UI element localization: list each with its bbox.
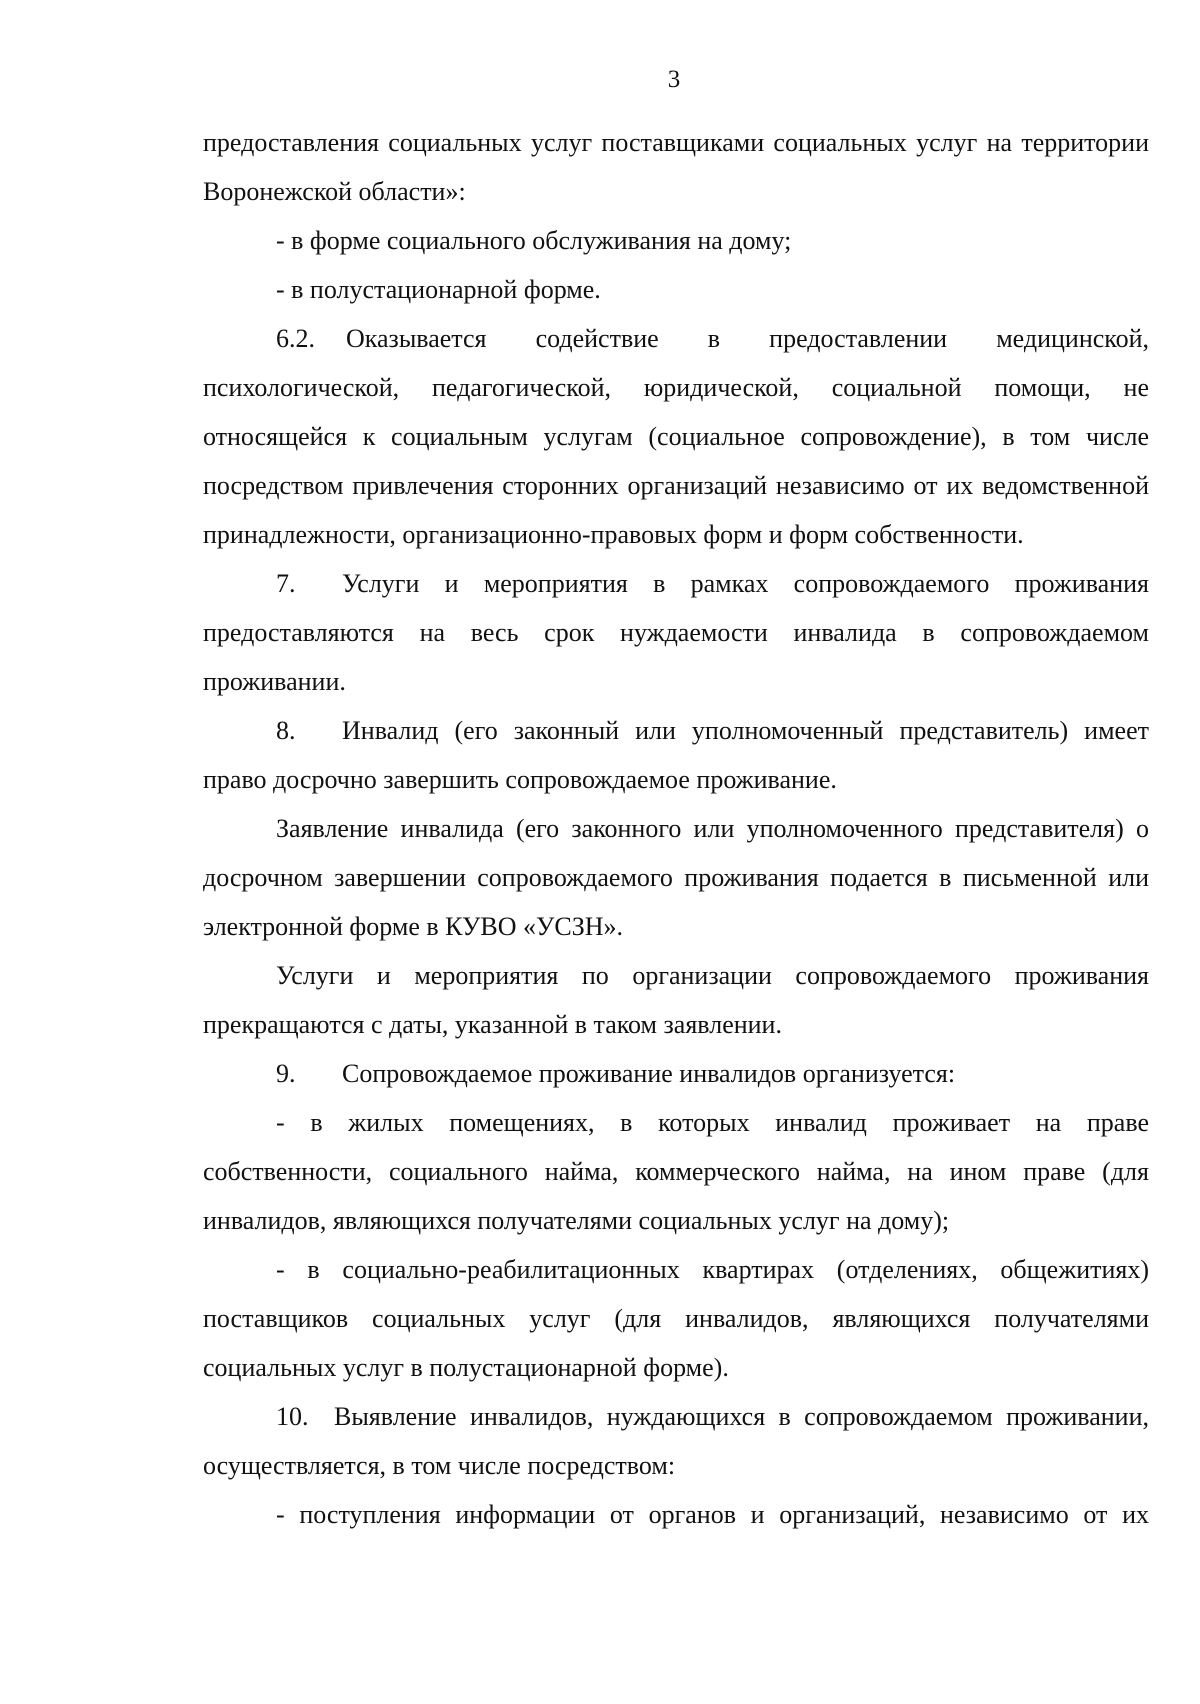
clause-7 <box>203 559 1149 706</box>
clause-number: 10. <box>276 1402 309 1431</box>
clause-text: Оказывается содействие в предоставлении медицинской, психологической, педагогической, юридической, социальной помощи, не относящейся к социальным услугам (социальное сопровождение), в том числе посредством привлечения сторонних организаций независимо от их ведомственной принадлежности, организационно-правовых форм и форм собственности. <box>203 324 1149 549</box>
clause-10 <box>203 1392 1149 1490</box>
list-item-semi-stationary: - в полустационарной форме. <box>276 275 601 304</box>
clause-text: Сопровождаемое проживание инвалидов организуется: <box>342 1059 956 1088</box>
list-item-rehabilitation-apartments: - в социально-реабилитационных квартирах (отделениях, общежитиях) поставщиков социальных услуг (для инвалидов, являющихся получателями социальных услуг в полустационарной форме). <box>203 1255 1149 1382</box>
paragraph-early-termination-application: Заявление инвалида (его законного или уполномоченного представителя) о досрочном завершении сопровождаемого проживания подается в письменной или электронной форме в КУВО «УСЗН». <box>203 814 1149 941</box>
clause-number: 8. <box>276 716 296 745</box>
clause-number: 9. <box>276 1059 296 1088</box>
clause-text: Услуги и мероприятия в рамках сопровождаемого проживания предоставляются на весь срок нуждаемости инвалида в сопровождаемом проживании. <box>203 569 1149 696</box>
clause-6-2 <box>203 314 1149 559</box>
document-body <box>203 118 1149 1539</box>
clause-8 <box>203 706 1149 804</box>
clause-text: Выявление инвалидов, нуждающихся в сопровождаемом проживании, осуществляется, в том числе посредством: <box>203 1402 1149 1480</box>
paragraph-services-termination: Услуги и мероприятия по организации сопровождаемого проживания прекращаются с даты, указанной в таком заявлении. <box>203 961 1149 1039</box>
clause-number: 7. <box>276 569 296 598</box>
list-item-residential-premises: - в жилых помещениях, в которых инвалид проживает на праве собственности, социального найма, коммерческого найма, на ином праве (для инвалидов, являющихся получателями социальных услуг на дому); <box>203 1108 1149 1235</box>
paragraph-intro-continuation: предоставления социальных услуг поставщиками социальных услуг на территории Воронежской области»: <box>203 128 1149 206</box>
clause-number: 6.2. <box>276 324 315 353</box>
clause-text: Инвалид (его законный или уполномоченный представитель) имеет право досрочно завершить сопровождаемое проживание. <box>203 716 1149 794</box>
list-item-information-receipt: - поступления информации от органов и организаций, независимо от их <box>276 1500 1149 1529</box>
page-number: 3 <box>667 66 681 93</box>
list-item-home-service: - в форме социального обслуживания на дому; <box>276 226 792 255</box>
clause-9 <box>203 1049 1149 1098</box>
